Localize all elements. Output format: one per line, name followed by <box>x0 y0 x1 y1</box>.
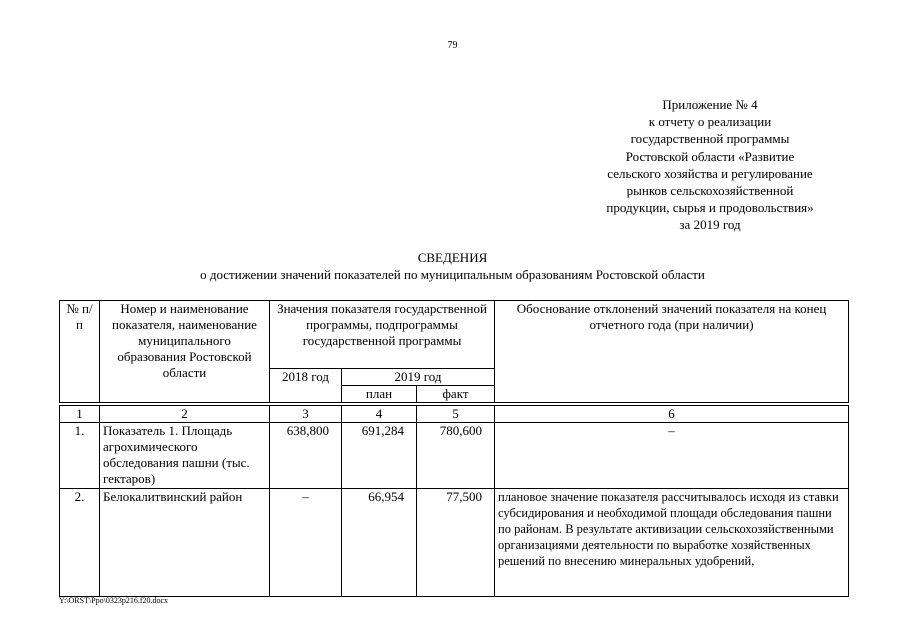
document-subtitle: о достижении значений показателей по муниципальным образованиям Ростовской области <box>200 267 705 282</box>
row-plan: 691,284 <box>342 423 417 489</box>
row-note: – <box>495 423 849 489</box>
file-path-footer: Y:\ORST\Ppo\0323p216.f20.docx <box>59 596 169 605</box>
header-name: Номер и наименование показателя, наименование муниципального образования Ростовской области <box>100 301 270 403</box>
table-row <box>60 489 849 597</box>
column-number: 6 <box>495 406 849 423</box>
row-2018: 638,800 <box>270 423 342 489</box>
header-2018: 2018 год <box>270 369 342 403</box>
table-body <box>59 405 849 597</box>
column-number: 1 <box>60 406 100 423</box>
row-fact: 780,600 <box>417 423 495 489</box>
appendix-line: Ростовской области «Развитие <box>625 148 795 164</box>
row-num: 2. <box>60 489 100 597</box>
appendix-line: Приложение № 4 <box>662 97 758 112</box>
row-note: плановое значение показателя рассчитывалось исходя из ставки субсидирования и необходимой площади обследования пашни по районам. В результате активизации сельскохозяйственными организациями деятельности по выработке хозяйственных решений по внесению минеральных удобрений, <box>495 489 849 597</box>
header-values: Значения показателя государственной программы, подпрограммы государственной программы <box>270 301 495 369</box>
header-fact: факт <box>417 386 495 403</box>
document-title: СВЕДЕНИЯ <box>417 250 488 265</box>
row-name: Белокалитвинский район <box>100 489 270 597</box>
appendix-line: государственной программы <box>630 131 790 147</box>
page-number: 79 <box>447 40 458 51</box>
row-num: 1. <box>60 423 100 489</box>
appendix-line: продукции, сырья и продовольствия» <box>606 200 814 216</box>
column-number: 2 <box>100 406 270 423</box>
appendix-line: рынков сельскохозяйственной <box>626 183 794 199</box>
header-num: № п/п <box>60 301 100 403</box>
appendix-line: к отчету о реализации <box>648 114 772 130</box>
header-justification: Обоснование отклонений значений показателя на конец отчетного года (при наличии) <box>495 301 849 403</box>
column-number: 3 <box>270 406 342 423</box>
header-2019: 2019 год <box>342 369 495 386</box>
column-numbers-row <box>60 406 849 423</box>
row-name: Показатель 1. Площадь агрохимического обследования пашни (тыс. гектаров) <box>100 423 270 489</box>
appendix-line: за 2019 год <box>679 217 741 233</box>
header-plan: план <box>342 386 417 403</box>
row-2018: – <box>270 489 342 597</box>
column-number: 4 <box>342 406 417 423</box>
row-plan: 66,954 <box>342 489 417 597</box>
appendix-block <box>560 96 860 234</box>
appendix-line: сельского хозяйства и регулирование <box>607 165 813 181</box>
row-fact: 77,500 <box>417 489 495 597</box>
table-header <box>59 300 849 403</box>
table-row <box>60 423 849 489</box>
column-number: 5 <box>417 406 495 423</box>
